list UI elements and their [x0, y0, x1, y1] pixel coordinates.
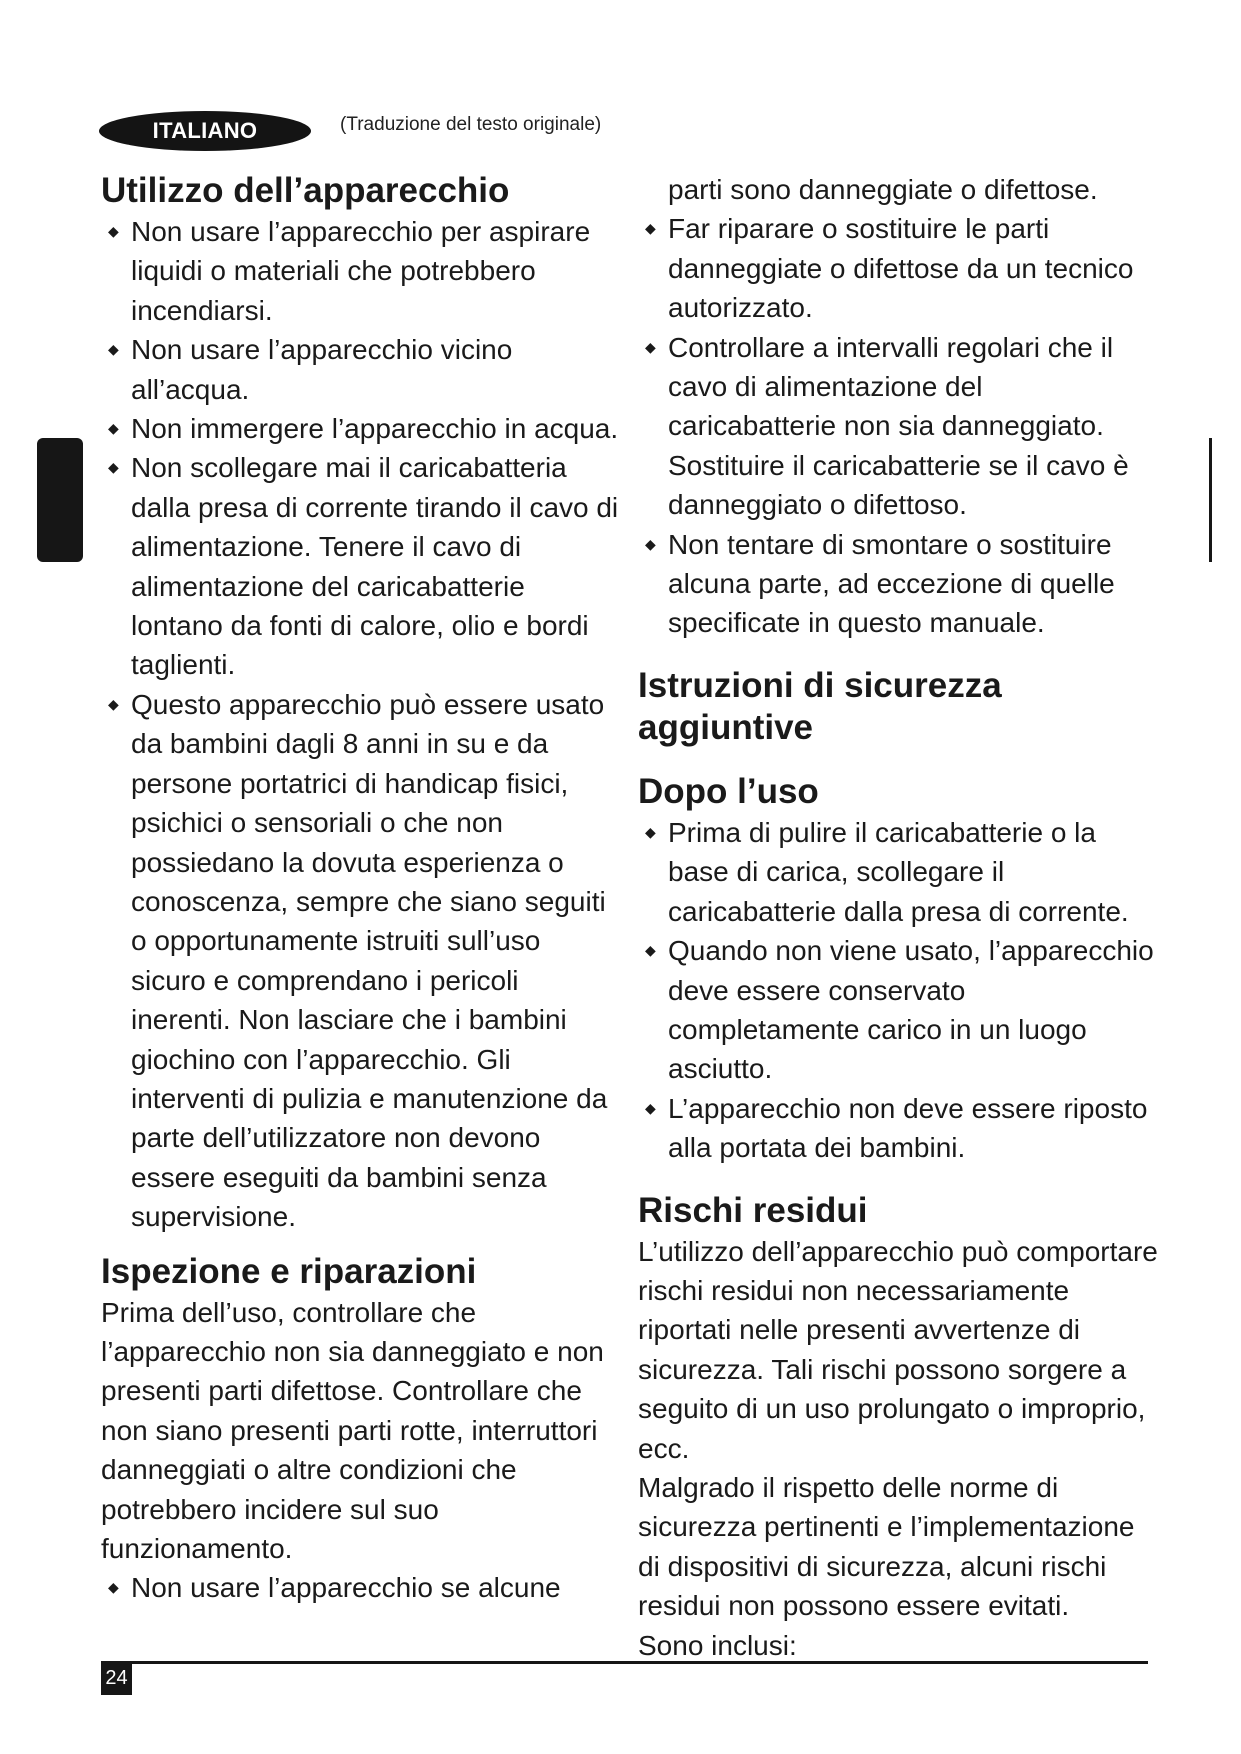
page-number: 24: [101, 1662, 132, 1695]
side-tab-marker: [37, 438, 83, 562]
section-title-dopo-uso: Dopo l’uso: [638, 771, 819, 811]
list-item: ◆ Non usare l’apparecchio per aspirare liquidi o materiali che potrebbero incendiarsi.: [101, 212, 621, 330]
bullet-list-utilizzo: [101, 212, 621, 1237]
diamond-bullet-icon: ◆: [108, 341, 119, 358]
bullet-list-dopo-uso: [638, 813, 1158, 1168]
right-margin-marker: [1209, 438, 1212, 562]
left-column: [101, 170, 621, 1608]
list-item: ◆ Quando non viene usato, l’apparecchio deve essere conservato completamente carico in un luogo asciutto.: [638, 931, 1158, 1089]
diamond-bullet-icon: ◆: [108, 223, 119, 239]
list-item: ◆ Non tentare di smontare o sostituire alcuna parte, ad eccezione di quelle specificate in questo manuale.: [638, 525, 1158, 643]
diamond-bullet-icon: ◆: [645, 823, 656, 840]
section-title-utilizzo: Utilizzo dell’apparecchio: [101, 171, 510, 210]
list-item: ◆ Far riparare o sostituire le parti danneggiate o difettose da un tecnico autorizzato.: [638, 209, 1158, 327]
list-item: ◆ Non scollegare mai il caricabatteria dalla presa di corrente tirando il cavo di alimentazione. Tenere il cavo di alimentazione del caricabatterie lontano da fonti di calore, olio e bordi taglienti.: [101, 448, 621, 684]
diamond-bullet-icon: ◆: [645, 1099, 656, 1116]
diamond-bullet-icon: ◆: [645, 942, 656, 959]
section-title-istruzioni: Istruzioni di sicurezza aggiuntive: [638, 665, 1002, 747]
footer-rule: [101, 1661, 1148, 1664]
diamond-bullet-icon: ◆: [645, 535, 656, 552]
section-title-ispezione: Ispezione e riparazioni: [101, 1251, 477, 1291]
diamond-bullet-icon: ◆: [645, 338, 656, 355]
paragraph-rischi-2: Malgrado il rispetto delle norme di sicurezza pertinenti e l’implementazione di dispositivi di sicurezza, alcuni rischi residui non possono essere evitati.: [638, 1471, 1135, 1622]
list-item: ◆ Non immergere l’apparecchio in acqua.: [101, 409, 621, 448]
diamond-bullet-icon: ◆: [108, 1579, 119, 1596]
diamond-bullet-icon: ◆: [108, 695, 119, 712]
right-column: [638, 170, 1158, 1665]
paragraph-rischi-1: L’utilizzo dell’apparecchio può comportare rischi residui non necessariamente riportati nelle presenti avvertenze di sicurezza. Tali rischi possono sorgere a seguito di un uso prolungato o improprio, ecc.: [638, 1235, 1158, 1464]
list-item-continuation: parti sono danneggiate o difettose.: [668, 174, 1098, 205]
diamond-bullet-icon: ◆: [645, 220, 656, 237]
list-item: ◆ Non usare l’apparecchio vicino all’acqua.: [101, 330, 621, 409]
list-item: ◆ Prima di pulire il caricabatterie o la base di carica, scollegare il caricabatterie dalla presa di corrente.: [638, 813, 1158, 931]
paragraph-rischi-3: Sono inclusi:: [638, 1629, 797, 1661]
diamond-bullet-icon: ◆: [108, 459, 119, 476]
paragraph-ispezione: Prima dell’uso, controllare che l’apparecchio non sia danneggiato e non presenti parti difettose. Controllare che non siano presenti parti rotte, interruttori danneggiati o altre condizioni che potrebbero incidere sul suo funzionamento.: [101, 1296, 604, 1564]
language-label: ITALIANO: [152, 118, 258, 143]
diamond-bullet-icon: ◆: [108, 420, 119, 437]
language-badge: [99, 111, 311, 151]
bullet-list-ispezione: [101, 1568, 621, 1607]
translation-note: (Traduzione del testo originale): [340, 114, 602, 135]
list-item: ◆ L’apparecchio non deve essere riposto alla portata dei bambini.: [638, 1089, 1158, 1168]
list-item: ◆ Controllare a intervalli regolari che il cavo di alimentazione del caricabatterie non sia danneggiato. Sostituire il caricabatterie se il cavo è danneggiato o difettoso.: [638, 328, 1158, 525]
list-item: ◆ Questo apparecchio può essere usato da bambini dagli 8 anni in su e da persone portatrici di handicap fisici, psichici o sensoriali o che non possiedano la dovuta esperienza o conoscenza, sempre che siano seguiti o opportunamente istruiti sull’uso sicuro e comprendano i pericoli inerenti. Non lasciare che i bambini giochino con l’apparecchio. Gli interventi di pulizia e manutenzione da parte dell’utilizzatore non devono essere eseguiti da bambini senza supervisione.: [101, 685, 621, 1237]
bullet-list-riparazioni: [638, 170, 1158, 643]
list-item: ◆ Non usare l’apparecchio se alcune: [101, 1568, 621, 1607]
section-title-rischi: Rischi residui: [638, 1190, 868, 1230]
